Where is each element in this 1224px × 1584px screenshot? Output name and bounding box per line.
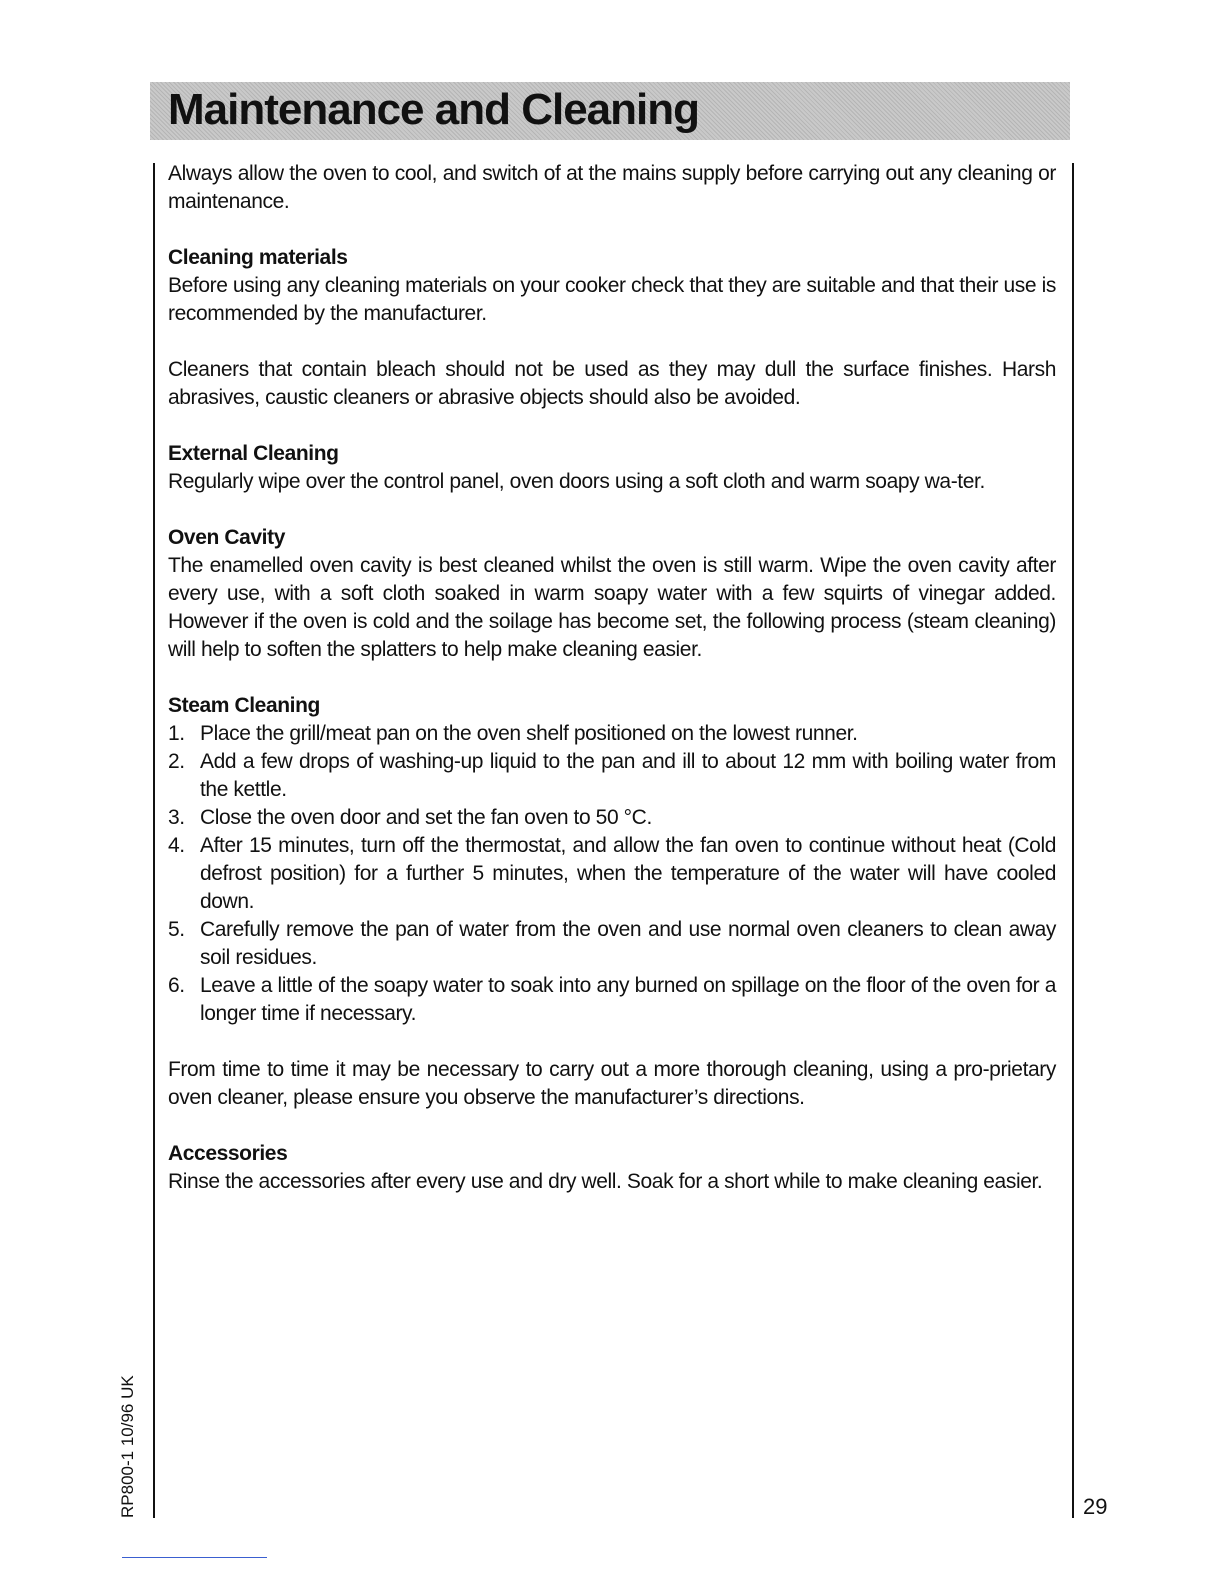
intro-paragraph: Always allow the oven to cool, and switch of at the mains supply before carrying out any cleaning or maintenance. — [168, 162, 1056, 213]
page-content — [168, 160, 1056, 1196]
step-item — [168, 916, 1056, 972]
page-number: 29 — [1083, 1494, 1108, 1519]
document-code: RP800-1 10/96 UK — [118, 1375, 137, 1518]
cleaning-materials-paragraph-2: Cleaners that contain bleach should not be used as they may dull the surface finishes. Harsh abrasives, caustic cleaners or abrasive objects should also be avoided. — [168, 358, 1056, 409]
step-text: Leave a little of the soapy water to soak into any burned on spillage on the floor of the oven for a longer time if necessary. — [200, 974, 1056, 1025]
step-text: Add a few drops of washing-up liquid to the pan and ill to about 12 mm with boiling water from the kettle. — [200, 750, 1056, 801]
step-number: 6. — [168, 974, 185, 997]
page-title: Maintenance and Cleaning — [168, 85, 699, 134]
thorough-cleaning-paragraph: From time to time it may be necessary to carry out a more thorough cleaning, using a pro-prietary oven cleaner, please ensure you observe the manufacturer’s directions. — [168, 1058, 1056, 1109]
steam-cleaning-heading: Steam Cleaning — [168, 694, 320, 717]
step-item — [168, 972, 1056, 1028]
steam-cleaning-steps — [168, 720, 1056, 1028]
step-text: After 15 minutes, turn off the thermostat, and allow the fan oven to continue without heat (Cold defrost position) for a further 5 minutes, when the temperature of the water will have cooled down. — [200, 834, 1056, 913]
step-number: 1. — [168, 722, 185, 745]
cleaning-materials-paragraph-1: Before using any cleaning materials on your cooker check that they are suitable and that their use is recommended by the manufacturer. — [168, 274, 1056, 325]
left-rule — [153, 163, 155, 1518]
external-cleaning-paragraph: Regularly wipe over the control panel, oven doors using a soft cloth and warm soapy wa-ter. — [168, 470, 985, 493]
step-text: Close the oven door and set the fan oven to 50 °C. — [200, 806, 652, 829]
accessories-heading: Accessories — [168, 1142, 288, 1165]
cleaning-materials-heading: Cleaning materials — [168, 246, 348, 269]
step-item — [168, 804, 1056, 832]
step-item — [168, 832, 1056, 916]
step-text: Place the grill/meat pan on the oven shelf positioned on the lowest runner. — [200, 722, 858, 745]
step-item — [168, 748, 1056, 804]
step-number: 2. — [168, 750, 185, 773]
step-number: 5. — [168, 918, 185, 941]
step-text: Carefully remove the pan of water from the oven and use normal oven cleaners to clean away soil residues. — [200, 918, 1056, 969]
oven-cavity-paragraph: The enamelled oven cavity is best cleaned whilst the oven is still warm. Wipe the oven cavity after every use, with a soft cloth soaked in warm soapy water with a few squirts of vinegar added. However if the oven is cold and the soilage has become set, the following process (steam cleaning) will help to soften the splatters to help make cleaning easier. — [168, 554, 1056, 661]
step-number: 3. — [168, 806, 185, 829]
step-number: 4. — [168, 834, 185, 857]
step-item — [168, 720, 1056, 748]
accessories-paragraph: Rinse the accessories after every use and dry well. Soak for a short while to make cleaning easier. — [168, 1170, 1043, 1193]
external-cleaning-heading: External Cleaning — [168, 442, 339, 465]
footer-line — [122, 1557, 267, 1558]
right-rule — [1072, 163, 1074, 1518]
oven-cavity-heading: Oven Cavity — [168, 526, 285, 549]
